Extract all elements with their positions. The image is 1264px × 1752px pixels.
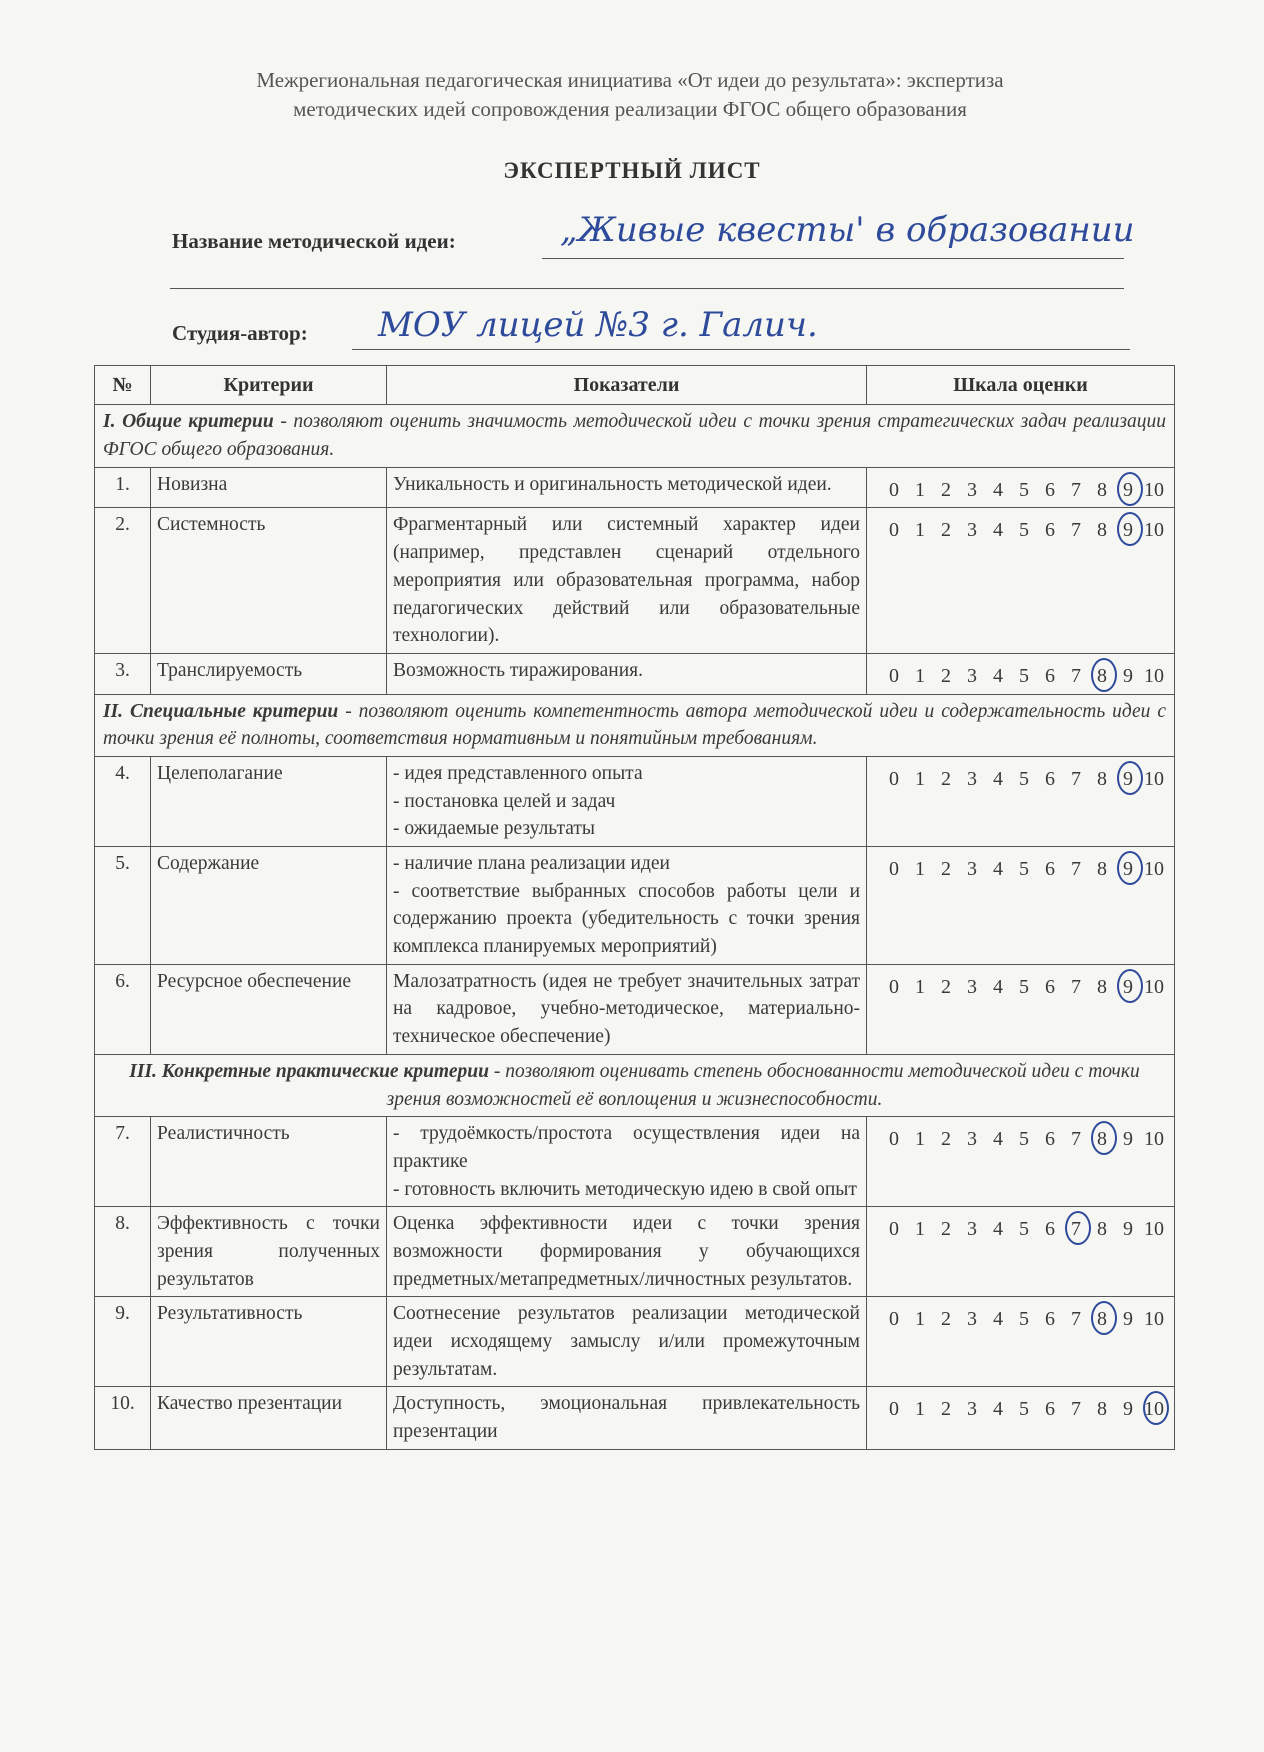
score-option: 6: [1045, 975, 1055, 998]
studio-value: МОУ лицей №3 г. Галич.: [378, 305, 818, 345]
table-row: [95, 847, 1175, 965]
score-option: 4: [993, 858, 1003, 881]
score-option: 2: [941, 767, 951, 790]
section-description: - позволяют оценить значимость методической идеи с точки зрения стратегических задач реализации ФГОС общего образования.: [103, 411, 1166, 461]
score-scale: [867, 1387, 1175, 1449]
score-option: 6: [1045, 1398, 1055, 1421]
score-option: 5: [1019, 478, 1029, 501]
table-header-row: [95, 366, 1175, 405]
section-description: - позволяют оценивать степень обоснованности методической идеи с точки зрения возможностей её воплощения и жизнеспособности.: [386, 1060, 1140, 1110]
score-option: 4: [993, 1398, 1003, 1421]
section-heading: [95, 694, 1175, 756]
score-option: 1: [915, 478, 925, 501]
idea-label: Название методической идеи:: [172, 229, 456, 253]
table-row: [95, 1387, 1175, 1449]
score-option: 4: [993, 664, 1003, 687]
score-option: 3: [967, 1398, 977, 1421]
criterion-name: Содержание: [151, 847, 387, 965]
criterion-name: Результативность: [151, 1297, 387, 1387]
score-option: 8: [1097, 767, 1107, 790]
score-option: 3: [967, 767, 977, 790]
score-option: 9: [1123, 664, 1133, 687]
score-option: 4: [993, 1308, 1003, 1331]
score-option: 5: [1019, 664, 1029, 687]
score-option: 2: [941, 975, 951, 998]
score-option: 7: [1071, 767, 1081, 790]
score-option: 7: [1071, 1128, 1081, 1151]
criterion-name: Транслируемость: [151, 653, 387, 694]
score-option: 1: [915, 664, 925, 687]
section-title: III. Конкретные практические критерии: [129, 1060, 489, 1082]
score-option: 8: [1097, 1218, 1107, 1241]
score-option: 4: [993, 975, 1003, 998]
score-selected: 9: [1115, 516, 1141, 544]
score-option: 0: [889, 1128, 899, 1151]
score-option: 7: [1071, 1398, 1081, 1421]
row-number: 1.: [95, 467, 151, 508]
score-option: 7: [1071, 1308, 1081, 1331]
score-option: 3: [967, 1128, 977, 1151]
score-option: 3: [967, 1218, 977, 1241]
score-option: 5: [1019, 1398, 1029, 1421]
row-number: 9.: [95, 1297, 151, 1387]
score-option: 1: [915, 975, 925, 998]
criteria-table: [94, 365, 1175, 1450]
score-option: 1: [915, 1398, 925, 1421]
score-selected: 7: [1063, 1215, 1089, 1243]
score-scale: [867, 467, 1175, 508]
score-option: 0: [889, 858, 899, 881]
score-option: 6: [1045, 767, 1055, 790]
score-option: 4: [993, 478, 1003, 501]
score-option: 6: [1045, 858, 1055, 881]
score-option: 2: [941, 858, 951, 881]
score-option: 9: [1123, 1398, 1133, 1421]
indicator-text: Малозатратность (идея не требует значительных затрат на кадровое, учебно-методическое, материально-техническое обеспечение): [387, 964, 867, 1054]
score-option: 5: [1019, 1218, 1029, 1241]
score-option: 0: [889, 975, 899, 998]
score-scale: [867, 964, 1175, 1054]
idea-underline-2: [170, 288, 1124, 289]
row-number: 2.: [95, 508, 151, 653]
score-option: 5: [1019, 1128, 1029, 1151]
studio-underline: [352, 349, 1130, 350]
score-option: 0: [889, 1398, 899, 1421]
score-option: 8: [1097, 519, 1107, 542]
section-row: [95, 1054, 1175, 1116]
score-option: 3: [967, 519, 977, 542]
score-option: 8: [1097, 478, 1107, 501]
score-selected: 9: [1115, 855, 1141, 883]
score-option: 10: [1144, 519, 1164, 542]
score-option: 0: [889, 1218, 899, 1241]
score-option: 6: [1045, 1218, 1055, 1241]
score-option: 1: [915, 1218, 925, 1241]
score-option: 5: [1019, 519, 1029, 542]
section-row: [95, 405, 1175, 467]
indicator-text: - трудоёмкость/простота осуществления идеи на практике - готовность включить методическую идею в свой опыт: [387, 1117, 867, 1207]
indicator-text: Доступность, эмоциональная привлекательность презентации: [387, 1387, 867, 1449]
idea-value: „Живые квесты' в образовании: [560, 210, 1135, 250]
table-row: [95, 508, 1175, 653]
indicator-text: Оценка эффективности идеи с точки зрения возможности формирования у обучающихся предметных/метапредметных/личностных результатов.: [387, 1207, 867, 1297]
table-row: [95, 964, 1175, 1054]
score-option: 6: [1045, 1308, 1055, 1331]
score-option: 1: [915, 767, 925, 790]
score-option: 3: [967, 664, 977, 687]
score-option: 3: [967, 975, 977, 998]
table-body: [95, 405, 1175, 1449]
score-option: 10: [1144, 1308, 1164, 1331]
row-number: 10.: [95, 1387, 151, 1449]
score-option: 7: [1071, 664, 1081, 687]
score-option: 2: [941, 1308, 951, 1331]
indicator-text: Уникальность и оригинальность методической идеи.: [387, 467, 867, 508]
score-selected: 9: [1115, 973, 1141, 1001]
score-option: 3: [967, 858, 977, 881]
score-option: 4: [993, 1128, 1003, 1151]
score-option: 1: [915, 858, 925, 881]
table-row: [95, 653, 1175, 694]
score-option: 10: [1144, 478, 1164, 501]
indicator-text: - идея представленного опыта - постановка целей и задач - ожидаемые результаты: [387, 756, 867, 846]
score-option: 5: [1019, 975, 1029, 998]
header-number: №: [95, 366, 151, 405]
score-option: 3: [967, 1308, 977, 1331]
score-option: 6: [1045, 519, 1055, 542]
score-option: 9: [1123, 1308, 1133, 1331]
score-option: 4: [993, 767, 1003, 790]
criterion-name: Целеполагание: [151, 756, 387, 846]
table-row: [95, 1207, 1175, 1297]
row-number: 3.: [95, 653, 151, 694]
header-criteria: Критерии: [151, 366, 387, 405]
score-option: 4: [993, 519, 1003, 542]
section-row: [95, 694, 1175, 756]
score-selected: 8: [1089, 1305, 1115, 1333]
row-number: 8.: [95, 1207, 151, 1297]
score-option: 2: [941, 519, 951, 542]
score-option: 5: [1019, 858, 1029, 881]
table-row: [95, 467, 1175, 508]
table-row: [95, 1117, 1175, 1207]
score-option: 10: [1144, 858, 1164, 881]
score-option: 4: [993, 1218, 1003, 1241]
score-option: 10: [1144, 1128, 1164, 1151]
section-description: - позволяют оценить компетентность автора методической идеи и содержательность идеи с точки зрения её полноты, соответствия нормативным и понятийным требованиям.: [103, 700, 1166, 750]
score-scale: [867, 1207, 1175, 1297]
section-heading: [95, 405, 1175, 467]
table-row: [95, 1297, 1175, 1387]
score-scale: [867, 847, 1175, 965]
criterion-name: Ресурсное обеспечение: [151, 964, 387, 1054]
header-scale: Шкала оценки: [867, 366, 1175, 405]
score-scale: [867, 756, 1175, 846]
score-selected: 8: [1089, 1125, 1115, 1153]
criterion-name: Новизна: [151, 467, 387, 508]
score-option: 7: [1071, 478, 1081, 501]
score-selected: 9: [1115, 476, 1141, 504]
score-option: 3: [967, 478, 977, 501]
score-option: 9: [1123, 1218, 1133, 1241]
score-option: 9: [1123, 1128, 1133, 1151]
score-option: 8: [1097, 975, 1107, 998]
score-scale: [867, 1297, 1175, 1387]
criterion-name: Качество презентации: [151, 1387, 387, 1449]
score-option: 8: [1097, 858, 1107, 881]
score-option: 5: [1019, 1308, 1029, 1331]
indicator-text: Фрагментарный или системный характер идеи (например, представлен сценарий отдельного мероприятия или образовательная программа, набор педагогических действий или образовательные технологии).: [387, 508, 867, 653]
score-option: 5: [1019, 767, 1029, 790]
studio-label: Студия-автор:: [172, 321, 308, 345]
idea-underline: [542, 258, 1124, 259]
score-option: 6: [1045, 664, 1055, 687]
score-option: 10: [1144, 767, 1164, 790]
row-number: 7.: [95, 1117, 151, 1207]
criterion-name: Эффективность с точки зрения полученных результатов: [151, 1207, 387, 1297]
score-selected: 8: [1089, 662, 1115, 690]
score-option: 2: [941, 1398, 951, 1421]
indicator-text: Возможность тиражирования.: [387, 653, 867, 694]
section-title: I. Общие критерии: [103, 411, 274, 433]
score-selected: 9: [1115, 765, 1141, 793]
table-row: [95, 756, 1175, 846]
score-option: 6: [1045, 478, 1055, 501]
score-option: 0: [889, 767, 899, 790]
score-option: 10: [1144, 975, 1164, 998]
score-option: 1: [915, 1308, 925, 1331]
score-option: 1: [915, 1128, 925, 1151]
criterion-name: Реалистичность: [151, 1117, 387, 1207]
score-scale: [867, 653, 1175, 694]
score-option: 0: [889, 664, 899, 687]
score-option: 0: [889, 478, 899, 501]
score-scale: [867, 1117, 1175, 1207]
score-selected: 10: [1141, 1395, 1167, 1423]
score-scale: [867, 508, 1175, 653]
header-indicators: Показатели: [387, 366, 867, 405]
section-heading: [95, 1054, 1175, 1116]
score-option: 10: [1144, 1218, 1164, 1241]
header-line-2: методических идей сопровождения реализации ФГОС общего образования: [293, 97, 967, 121]
indicator-text: Соотнесение результатов реализации методической идеи исходящему замыслу и/или промежуточным результатам.: [387, 1297, 867, 1387]
score-option: 1: [915, 519, 925, 542]
section-title: II. Специальные критерии: [103, 700, 339, 722]
score-option: 2: [941, 478, 951, 501]
score-option: 2: [941, 664, 951, 687]
score-option: 0: [889, 519, 899, 542]
header-line-1: Межрегиональная педагогическая инициатива «От идеи до результата»: экспертиза: [256, 68, 1004, 92]
score-option: 2: [941, 1128, 951, 1151]
indicator-text: - наличие плана реализации идеи - соответствие выбранных способов работы цели и содержанию проекта (убедительность с точки зрения комплекса планируемых мероприятий): [387, 847, 867, 965]
score-option: 0: [889, 1308, 899, 1331]
score-option: 7: [1071, 858, 1081, 881]
row-number: 4.: [95, 756, 151, 846]
score-option: 8: [1097, 1398, 1107, 1421]
row-number: 5.: [95, 847, 151, 965]
score-option: 7: [1071, 975, 1081, 998]
criterion-name: Системность: [151, 508, 387, 653]
score-option: 6: [1045, 1128, 1055, 1151]
row-number: 6.: [95, 964, 151, 1054]
document-title: ЭКСПЕРТНЫЙ ЛИСТ: [503, 158, 761, 183]
score-option: 7: [1071, 519, 1081, 542]
score-option: 10: [1144, 664, 1164, 687]
score-option: 2: [941, 1218, 951, 1241]
